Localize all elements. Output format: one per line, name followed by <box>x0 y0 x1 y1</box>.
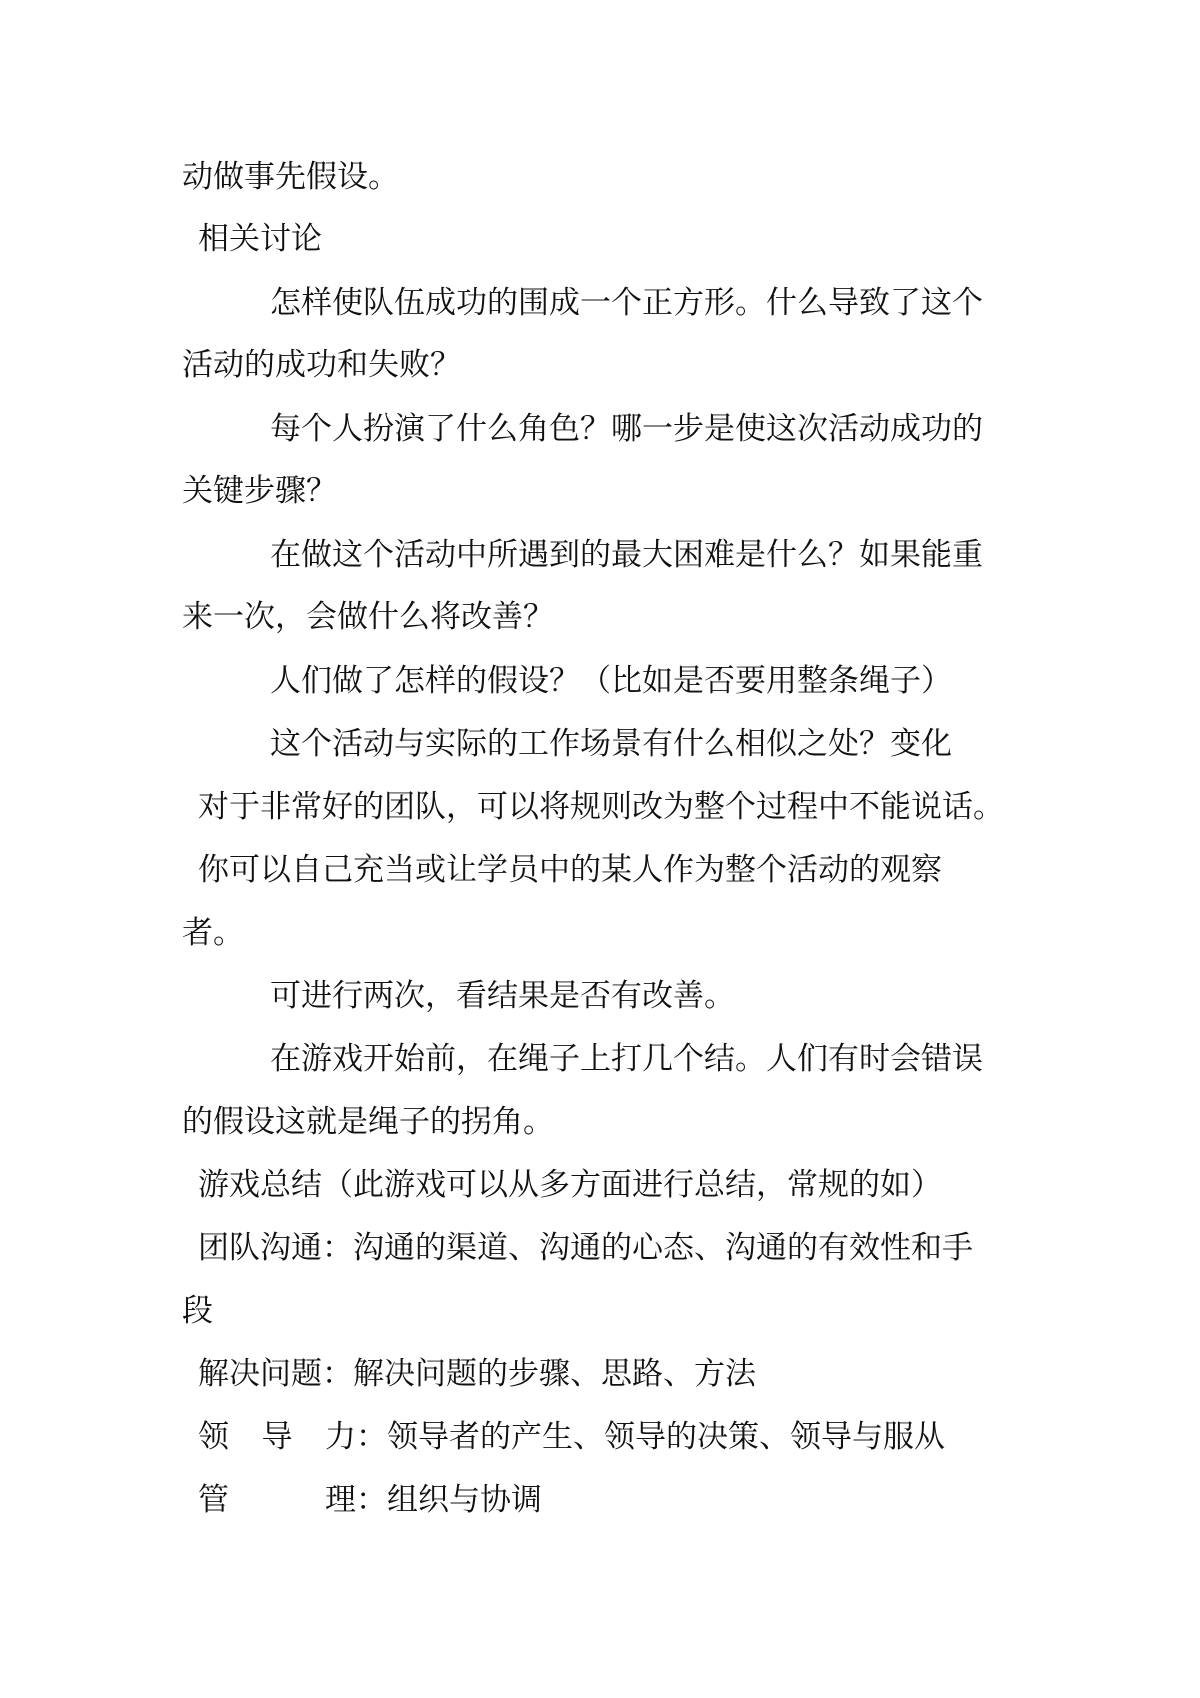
management-label: 管 理 <box>198 1482 356 1518</box>
summary-management-line <box>0 1469 1200 1531</box>
text-line: 你可以自己充当或让学员中的某人作为整个活动的观察 <box>198 852 942 888</box>
text-line: 在做这个活动中所遇到的最大困难是什么？如果能重 <box>270 537 983 573</box>
text-line: 段 <box>182 1293 213 1329</box>
section-heading: 相关讨论 <box>198 221 322 257</box>
text-line: 关键步骤？ <box>182 473 337 509</box>
text-line: 可进行两次，看结果是否有改善。 <box>270 978 735 1014</box>
text-line: 在游戏开始前，在绳子上打几个结。人们有时会错误 <box>270 1041 983 1077</box>
leadership-label: 领 导 力 <box>198 1419 356 1455</box>
text-line: 团队沟通：沟通的渠道、沟通的心态、沟通的有效性和手 <box>198 1230 973 1266</box>
text-line: 每个人扮演了什么角色？哪一步是使这次活动成功的 <box>270 411 983 447</box>
text-line: 解决问题：解决问题的步骤、思路、方法 <box>198 1356 756 1392</box>
text-line: 这个活动与实际的工作场景有什么相似之处？变化 <box>270 726 952 762</box>
text-line: 来一次，会做什么将改善？ <box>182 599 554 635</box>
section-heading: 游戏总结（此游戏可以从多方面进行总结，常规的如） <box>198 1167 942 1203</box>
text-line: 者。 <box>182 915 244 951</box>
management-text: ：组织与协调 <box>356 1482 542 1518</box>
text-line: 的假设这就是绳子的拐角。 <box>182 1104 554 1140</box>
text-line: 对于非常好的团队，可以将规则改为整个过程中不能说话。 <box>198 789 1004 825</box>
leadership-text: ：领导者的产生、领导的决策、领导与服从 <box>356 1419 945 1455</box>
text-line: 活动的成功和失败？ <box>182 347 461 383</box>
summary-leadership-line <box>0 1406 1200 1468</box>
text-line: 人们做了怎样的假设？（比如是否要用整条绳子） <box>270 663 952 699</box>
text-line: 动做事先假设。 <box>182 159 399 195</box>
text-line: 怎样使队伍成功的围成一个正方形。什么导致了这个 <box>270 285 983 321</box>
